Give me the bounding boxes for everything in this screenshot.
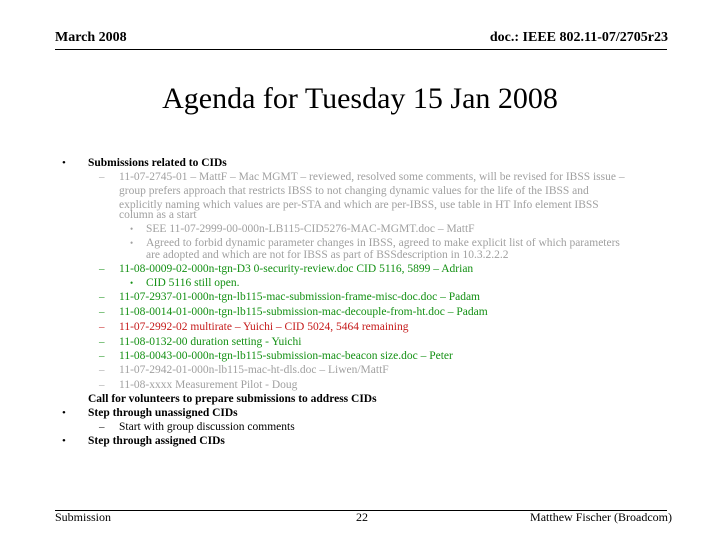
list-item: 11-08-0132-00 duration setting - Yuichi — [119, 336, 302, 348]
assigned-cids-heading: Step through assigned CIDs — [88, 435, 225, 447]
bullet-icon: • — [130, 224, 134, 234]
bullet-icon: • — [130, 238, 134, 248]
list-item: Start with group discussion comments — [119, 421, 295, 433]
list-item: 11-07-2942-01-000n-lb115-mac-ht-dls.doc – Liwen/MattF — [119, 364, 389, 376]
footer-author: Matthew Fischer (Broadcom) — [530, 510, 672, 524]
list-item: 11-07-2937-01-000n-tgn-lb115-mac-submission-frame-misc-doc.doc – Padam — [119, 291, 480, 303]
list-item-continued: explicitly naming which values are per-STA and which are per-IBSS, use table in HT Info element IBSS — [119, 199, 599, 211]
bullet-icon: • — [62, 407, 66, 419]
header-doc-id: doc.: IEEE 802.11-07/2705r23 — [489, 30, 668, 45]
call-for-volunteers: Call for volunteers to prepare submissions to address CIDs — [88, 393, 377, 405]
slide-title: Agenda for Tuesday 15 Jan 2008 — [162, 82, 558, 115]
bullet-icon: • — [62, 157, 66, 169]
dash-icon: – — [99, 171, 105, 183]
dash-icon: – — [99, 306, 105, 318]
list-item: 11-07-2745-01 – MattF – Mac MGMT – reviewed, resolved some comments, will be revised for IBSS issue – — [119, 171, 625, 183]
dash-icon: – — [99, 379, 105, 391]
submissions-heading: Submissions related to CIDs — [88, 157, 227, 169]
list-item: 11-08-0009-02-000n-tgn-D3 0-security-review.doc CID 5116, 5899 – Adrian — [119, 263, 474, 275]
list-item: 11-08-0014-01-000n-tgn-lb115-submission-mac-decouple-from-ht.doc – Padam — [119, 306, 488, 318]
dash-icon: – — [99, 421, 105, 433]
header-rule — [55, 49, 667, 50]
dash-icon: – — [99, 321, 105, 333]
bullet-icon: • — [62, 435, 66, 447]
page-number: 22 — [356, 510, 368, 524]
list-item-continued: group prefers approach that restricts IBSS to not changing dynamic values for the life of the IBSS and — [119, 185, 589, 197]
sub-list-item-continued: are adopted and which are not for IBSS as part of BSSdescription in 10.3.2.2.2 — [146, 249, 509, 261]
dash-icon: – — [99, 291, 105, 303]
dash-icon: – — [99, 364, 105, 376]
list-item-highlighted: 11-07-2992-02 multirate – Yuichi – CID 5024, 5464 remaining — [119, 321, 409, 333]
list-item: 11-08-xxxx Measurement Pilot - Doug — [119, 379, 298, 391]
list-item: 11-08-0043-00-000n-tgn-lb115-submission-mac-beacon size.doc – Peter — [119, 350, 453, 362]
sub-list-item: SEE 11-07-2999-00-000n-LB115-CID5276-MAC-MGMT.doc – MattF — [146, 223, 475, 235]
dash-icon: – — [99, 350, 105, 362]
sub-list-item: Agreed to forbid dynamic parameter changes in IBSS, agreed to make explicit list of which parameters — [146, 237, 620, 249]
sub-list-item: CID 5116 still open. — [146, 277, 240, 289]
dash-icon: – — [99, 263, 105, 275]
dash-icon: – — [99, 336, 105, 348]
unassigned-cids-heading: Step through unassigned CIDs — [88, 407, 238, 419]
list-item-continued: column as a start — [119, 209, 197, 221]
footer-submission: Submission — [55, 510, 112, 524]
bullet-icon: • — [130, 278, 134, 288]
header-date: March 2008 — [55, 30, 127, 45]
